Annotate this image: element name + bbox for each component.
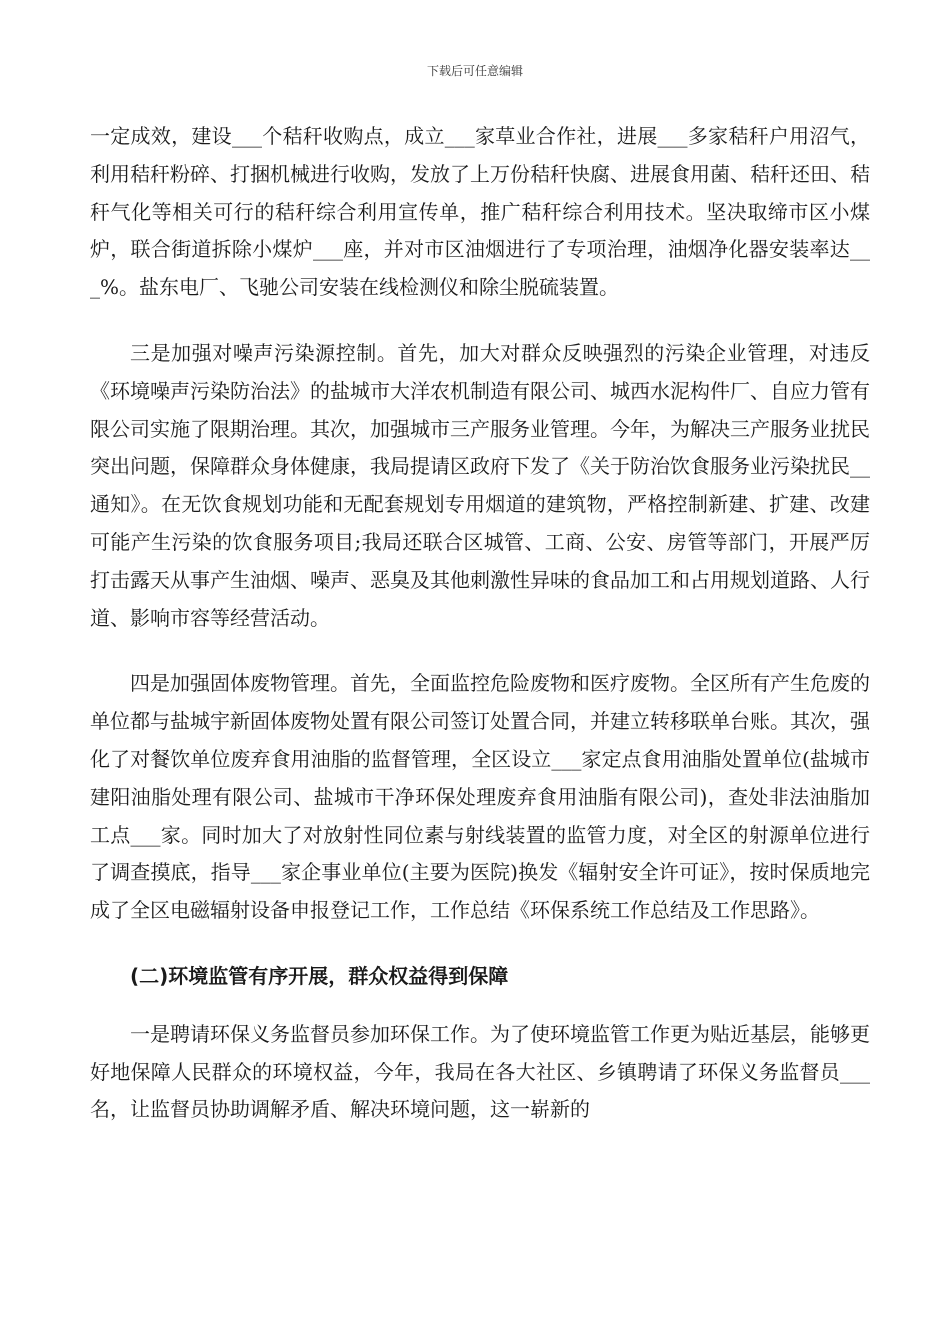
section-heading: (二)环境监管有序开展，群众权益得到保障 [130,963,509,988]
paragraph-solid-waste: 四是加强固体废物管理。首先，全面监控危险废物和医疗废物。全区所有产生危废的单位都与盐城宇新固体废物处置有限公司签订处置合同，并建立转移联单台账。其次，强化了对餐饮单位废弃食用油脂的监督管理，全区设立___家定点食用油脂处置单位(盐城市建阳油脂处理有限公司、盐城市干净环保处理废弃食用油脂有限公司)，查处非法油脂加工点___家。同时加大了对放射性同位素与射线装置的监管力度，对全区的射源单位进行了调查摸底，指导___家企事业单位(主要为医院)换发《辐射安全许可证》，按时保质地完成了全区电磁辐射设备申报登记工作，工作总结《环保系统工作总结及工作思路》。 [90,671,870,923]
paragraph-supervisors: 一是聘请环保义务监督员参加环保工作。为了使环境监管工作更为贴近基层，能够更好地保障人民群众的环境权益，今年，我局在各大社区、乡镇聘请了环保义务监督员___名，让监督员协助调解矛盾、解决环境问题，这一崭新的 [90,1021,870,1122]
page-header: 下载后可任意编辑 [426,64,523,78]
paragraph-straw-utilization: 一定成效，建设___个秸秆收购点，成立___家草业合作社，进展___多家秸秆户用沼气，利用秸秆粉碎、打捆机械进行收购，发放了上万份秸秆快腐、进展食用菌、秸秆还田、秸秆气化等相关可行的秸秆综合利用宣传单，推广秸秆综合利用技术。坚决取缔市区小煤炉，联合街道拆除小煤炉___座，并对市区油烟进行了专项治理，油烟净化器安装率达___%。盐东电厂、飞驰公司安装在线检测仪和除尘脱硫装置。 [90,124,870,300]
paragraph-noise-control: 三是加强对噪声污染源控制。首先，加大对群众反映强烈的污染企业管理，对违反《环境噪声污染防治法》的盐城市大洋农机制造有限公司、城西水泥构件厂、自应力管有限公司实施了限期治理。其次，加强城市三产服务业管理。今年，为解决三产服务业扰民突出问题，保障群众身体健康，我局提请区政府下发了《关于防治饮食服务业污染扰民__通知》。在无饮食规划功能和无配套规划专用烟道的建筑物，严格控制新建、扩建、改建可能产生污染的饮食服务项目;我局还联合区城管、工商、公安、房管等部门，开展严厉打击露天从事产生油烟、噪声、恶臭及其他刺激性异味的食品加工和占用规划道路、人行道、影响市容等经营活动。 [90,340,870,630]
document-body [90,118,870,1129]
